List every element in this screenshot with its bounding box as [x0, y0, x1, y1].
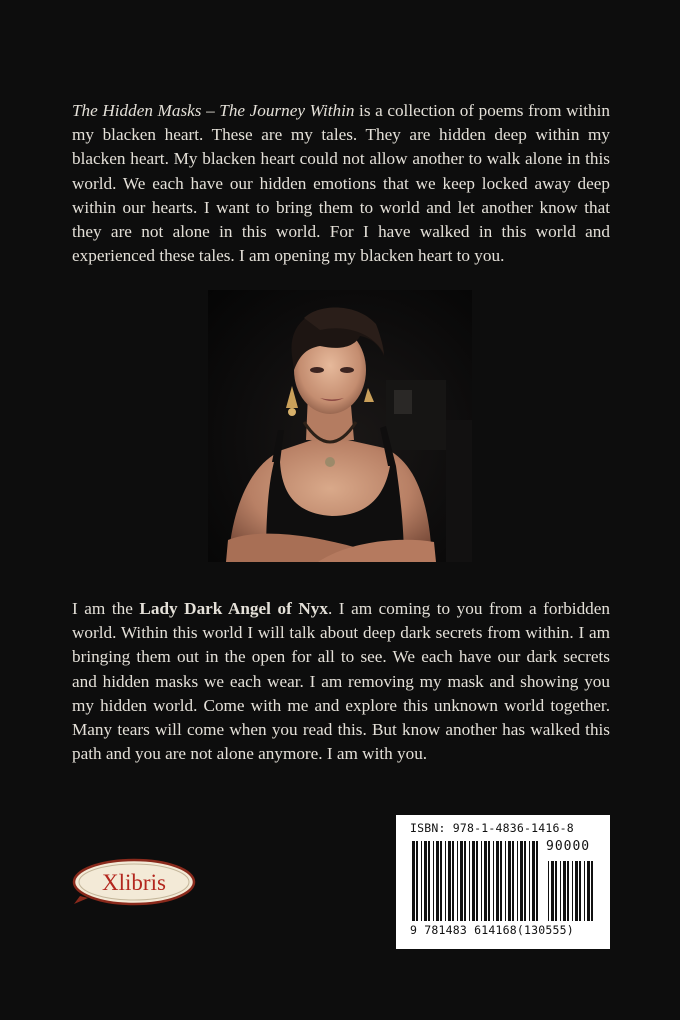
addon-digits: (130555): [516, 923, 574, 937]
barcode-bar: [512, 841, 514, 921]
barcode-bar: [469, 841, 470, 921]
barcode-digits: [410, 923, 574, 937]
barcode-bar: [563, 861, 566, 921]
barcode-bar: [500, 841, 502, 921]
book-description-text: is a collection of poems from within my blacken heart. These are my tales. They are hidden deep within my blacken heart. My blacken heart could not allow another to walk alone in this world. We each have our hidden emotions that we keep locked away deep within our hearts. I want to bring them to world and let another know that they are not alone in this world. For I have walked in this world and experienced these tales. I am opening my blacken heart to you.: [72, 101, 610, 266]
barcode-bar: [517, 841, 518, 921]
barcode-bar: [584, 861, 585, 921]
barcode-bar: [505, 841, 506, 921]
publisher-logo-text: Xlibris: [102, 870, 166, 895]
barcode-bar: [481, 841, 482, 921]
barcode-bar: [421, 841, 422, 921]
barcode-bar: [575, 861, 578, 921]
author-description-text: . I am coming to you from a forbidden world. Within this world I will talk about deep dark secrets from within. I am bringing them out in the open for all to see. We each have our dark secrets and hidden masks we each wear. I am removing my mask and showing you my hidden world. Come with me and explore this unknown world together. Many tears will come when you read this. But know another has walked this path and you are not alone anymore. I am with you.: [72, 599, 610, 764]
barcode-bar: [508, 841, 511, 921]
author-description-lead: I am the: [72, 599, 140, 618]
barcode-bar: [529, 841, 530, 921]
author-name: Lady Dark Angel of Nyx: [139, 599, 328, 618]
barcode-bar: [436, 841, 439, 921]
barcode-bar: [520, 841, 523, 921]
book-description: [72, 99, 610, 268]
barcode-bar: [536, 841, 538, 921]
barcode-bar: [587, 861, 590, 921]
barcode-bar: [452, 841, 454, 921]
barcode-bar: [524, 841, 526, 921]
barcode-bar: [591, 861, 593, 921]
barcode-bar: [472, 841, 475, 921]
barcode-bar: [448, 841, 451, 921]
barcode-bar: [464, 841, 466, 921]
xlibris-logo: [70, 856, 198, 908]
author-photo: [208, 290, 472, 562]
barcode-bar: [460, 841, 463, 921]
barcode-bar: [555, 861, 557, 921]
barcode-bar: [579, 861, 581, 921]
price-code: 90000: [546, 839, 591, 854]
barcode-bar: [440, 841, 442, 921]
barcode-bar: [560, 861, 561, 921]
barcode-bar: [433, 841, 434, 921]
barcode-bar: [572, 861, 573, 921]
barcode-bar: [551, 861, 554, 921]
barcode-bar: [567, 861, 569, 921]
barcode-bar: [488, 841, 490, 921]
barcode-bar: [548, 861, 549, 921]
book-title: The Hidden Masks – The Journey Within: [72, 101, 355, 120]
barcode-bar: [424, 841, 427, 921]
author-description: [72, 597, 610, 766]
ean-digits: 9 781483 614168: [410, 923, 517, 937]
isbn-barcode: [396, 815, 610, 949]
barcode-bar: [445, 841, 446, 921]
addon-bars: [548, 861, 593, 921]
barcode-bar: [532, 841, 535, 921]
barcode-bar: [476, 841, 478, 921]
barcode-bars: [408, 841, 600, 925]
ean-bars: [412, 841, 538, 921]
barcode-bar: [484, 841, 487, 921]
barcode-bar: [416, 841, 418, 921]
isbn-label: ISBN: 978-1-4836-1416-8: [410, 821, 574, 835]
barcode-bar: [457, 841, 458, 921]
barcode-bar: [428, 841, 430, 921]
author-portrait-illustration: [208, 290, 472, 562]
barcode-bar: [496, 841, 499, 921]
barcode-bar: [493, 841, 494, 921]
barcode-bar: [412, 841, 415, 921]
